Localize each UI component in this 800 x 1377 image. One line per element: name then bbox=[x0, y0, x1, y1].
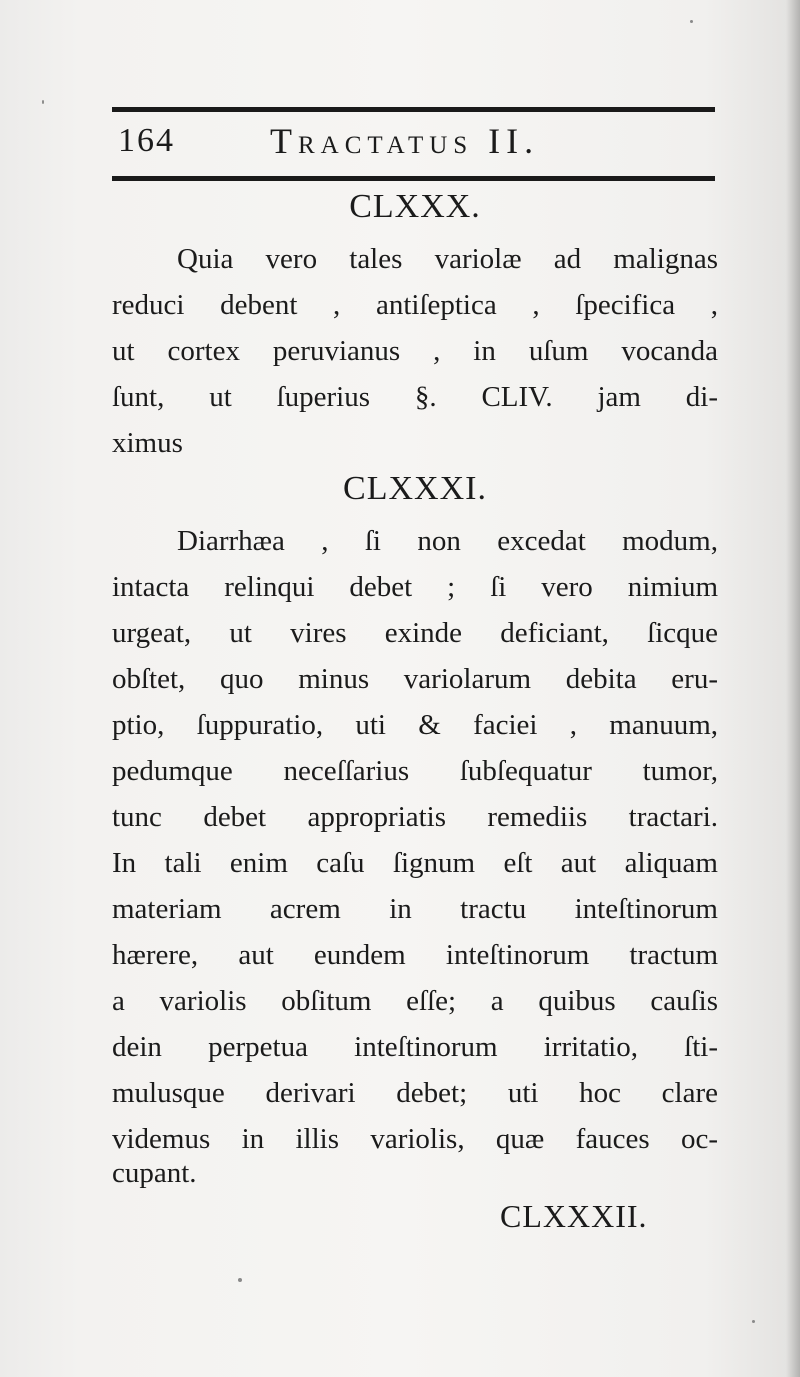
paper-speck bbox=[238, 1278, 242, 1282]
running-head bbox=[112, 118, 715, 168]
text-line: In tali enim caſu ſignum eſt aut aliquam bbox=[112, 847, 718, 879]
text-line: ptio, ſuppuratio, uti & faciei , manuum, bbox=[112, 709, 718, 741]
text-line: hærere, aut eundem inteſtinorum tractum bbox=[112, 939, 718, 971]
text-line: mulusque derivari debet; uti hoc clare bbox=[112, 1077, 718, 1109]
text-line: intacta relinqui debet ; ſi vero nimium bbox=[112, 571, 718, 603]
text-line: cupant. bbox=[112, 1157, 197, 1189]
section-heading-clxxxi: CLXXXI. bbox=[343, 470, 487, 507]
text-line: a variolis obſitum eſſe; a quibus cauſis bbox=[112, 985, 718, 1017]
text-line: Diarrhæa , ſi non excedat modum, bbox=[177, 525, 718, 557]
text-line: urgeat, ut vires exinde deficiant, ſicque bbox=[112, 617, 718, 649]
section-heading-clxxx: CLXXX. bbox=[349, 188, 481, 225]
paper-speck bbox=[690, 20, 693, 23]
text-line: obſtet, quo minus variolarum debita eru- bbox=[112, 663, 718, 695]
text-line: tunc debet appropriatis remediis tractari. bbox=[112, 801, 718, 833]
page-edge-shadow bbox=[786, 0, 800, 1377]
paper-speck bbox=[752, 1320, 755, 1323]
header-rule-bottom bbox=[112, 176, 715, 181]
running-title: Tractatus II. bbox=[270, 121, 540, 161]
catchword: CLXXXII. bbox=[500, 1198, 648, 1234]
text-line: reduci debent , antiſeptica , ſpecifica , bbox=[112, 289, 718, 321]
text-line: materiam acrem in tractu inteſtinorum bbox=[112, 893, 718, 925]
text-line: videmus in illis variolis, quæ fauces oc- bbox=[112, 1123, 718, 1155]
text-line: ximus bbox=[112, 427, 183, 459]
text-line: ſunt, ut ſuperius §. CLIV. jam di- bbox=[112, 381, 718, 413]
page-number: 164 bbox=[118, 122, 175, 159]
paper-speck bbox=[42, 100, 44, 104]
header-rule-top bbox=[112, 107, 715, 112]
text-line: ut cortex peruvianus , in uſum vocanda bbox=[112, 335, 718, 367]
text-line: dein perpetua inteſtinorum irritatio, ſti- bbox=[112, 1031, 718, 1063]
text-line: Quia vero tales variolæ ad malignas bbox=[177, 243, 718, 275]
text-line: pedumque neceſſarius ſubſequatur tumor, bbox=[112, 755, 718, 787]
